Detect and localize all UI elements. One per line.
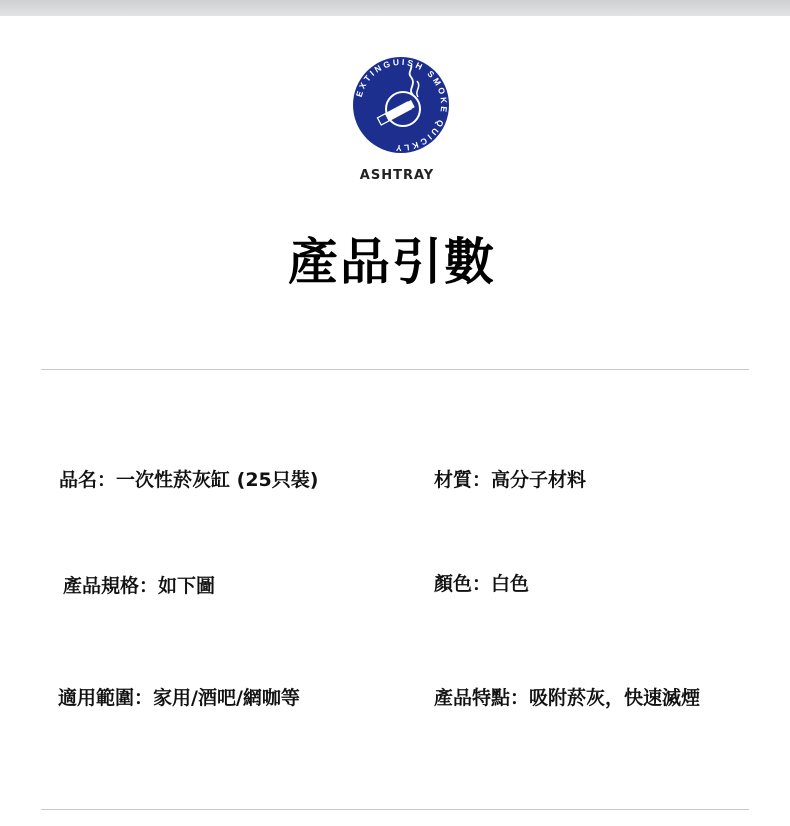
spec-label: 產品規格： [63,575,159,597]
spec-label: 顏色： [434,573,492,595]
spec-label: 適用範圍： [58,687,154,709]
ashtray-logo [351,55,451,155]
spec-size [63,571,215,598]
logo-ring-text: EXTINGUISH SMOKE QUICKLY [353,56,450,154]
spec-label: 產品特點： [434,687,530,709]
spec-value: 高分子材料 [491,469,587,491]
divider-top [41,369,749,370]
spec-features [434,683,700,710]
spec-value: 如下圖 [158,575,216,597]
spec-label: 品名： [59,469,117,491]
spec-value: 家用/酒吧/網咖等 [153,687,300,709]
spec-product-name [59,465,318,492]
spec-value: 白色 [491,573,530,595]
page-title: 產品引數 [288,233,496,291]
spec-material [434,465,586,492]
spec-value: 吸附菸灰，快速滅煙 [529,687,701,709]
spec-usage [58,683,300,710]
spec-color [434,569,529,596]
brand-name: ASHTRAY [359,168,435,183]
spec-value: 一次性菸灰缸 (25只裝) [116,469,319,491]
divider-bottom [41,809,749,810]
top-band [0,0,790,16]
spec-label: 材質： [434,469,492,491]
